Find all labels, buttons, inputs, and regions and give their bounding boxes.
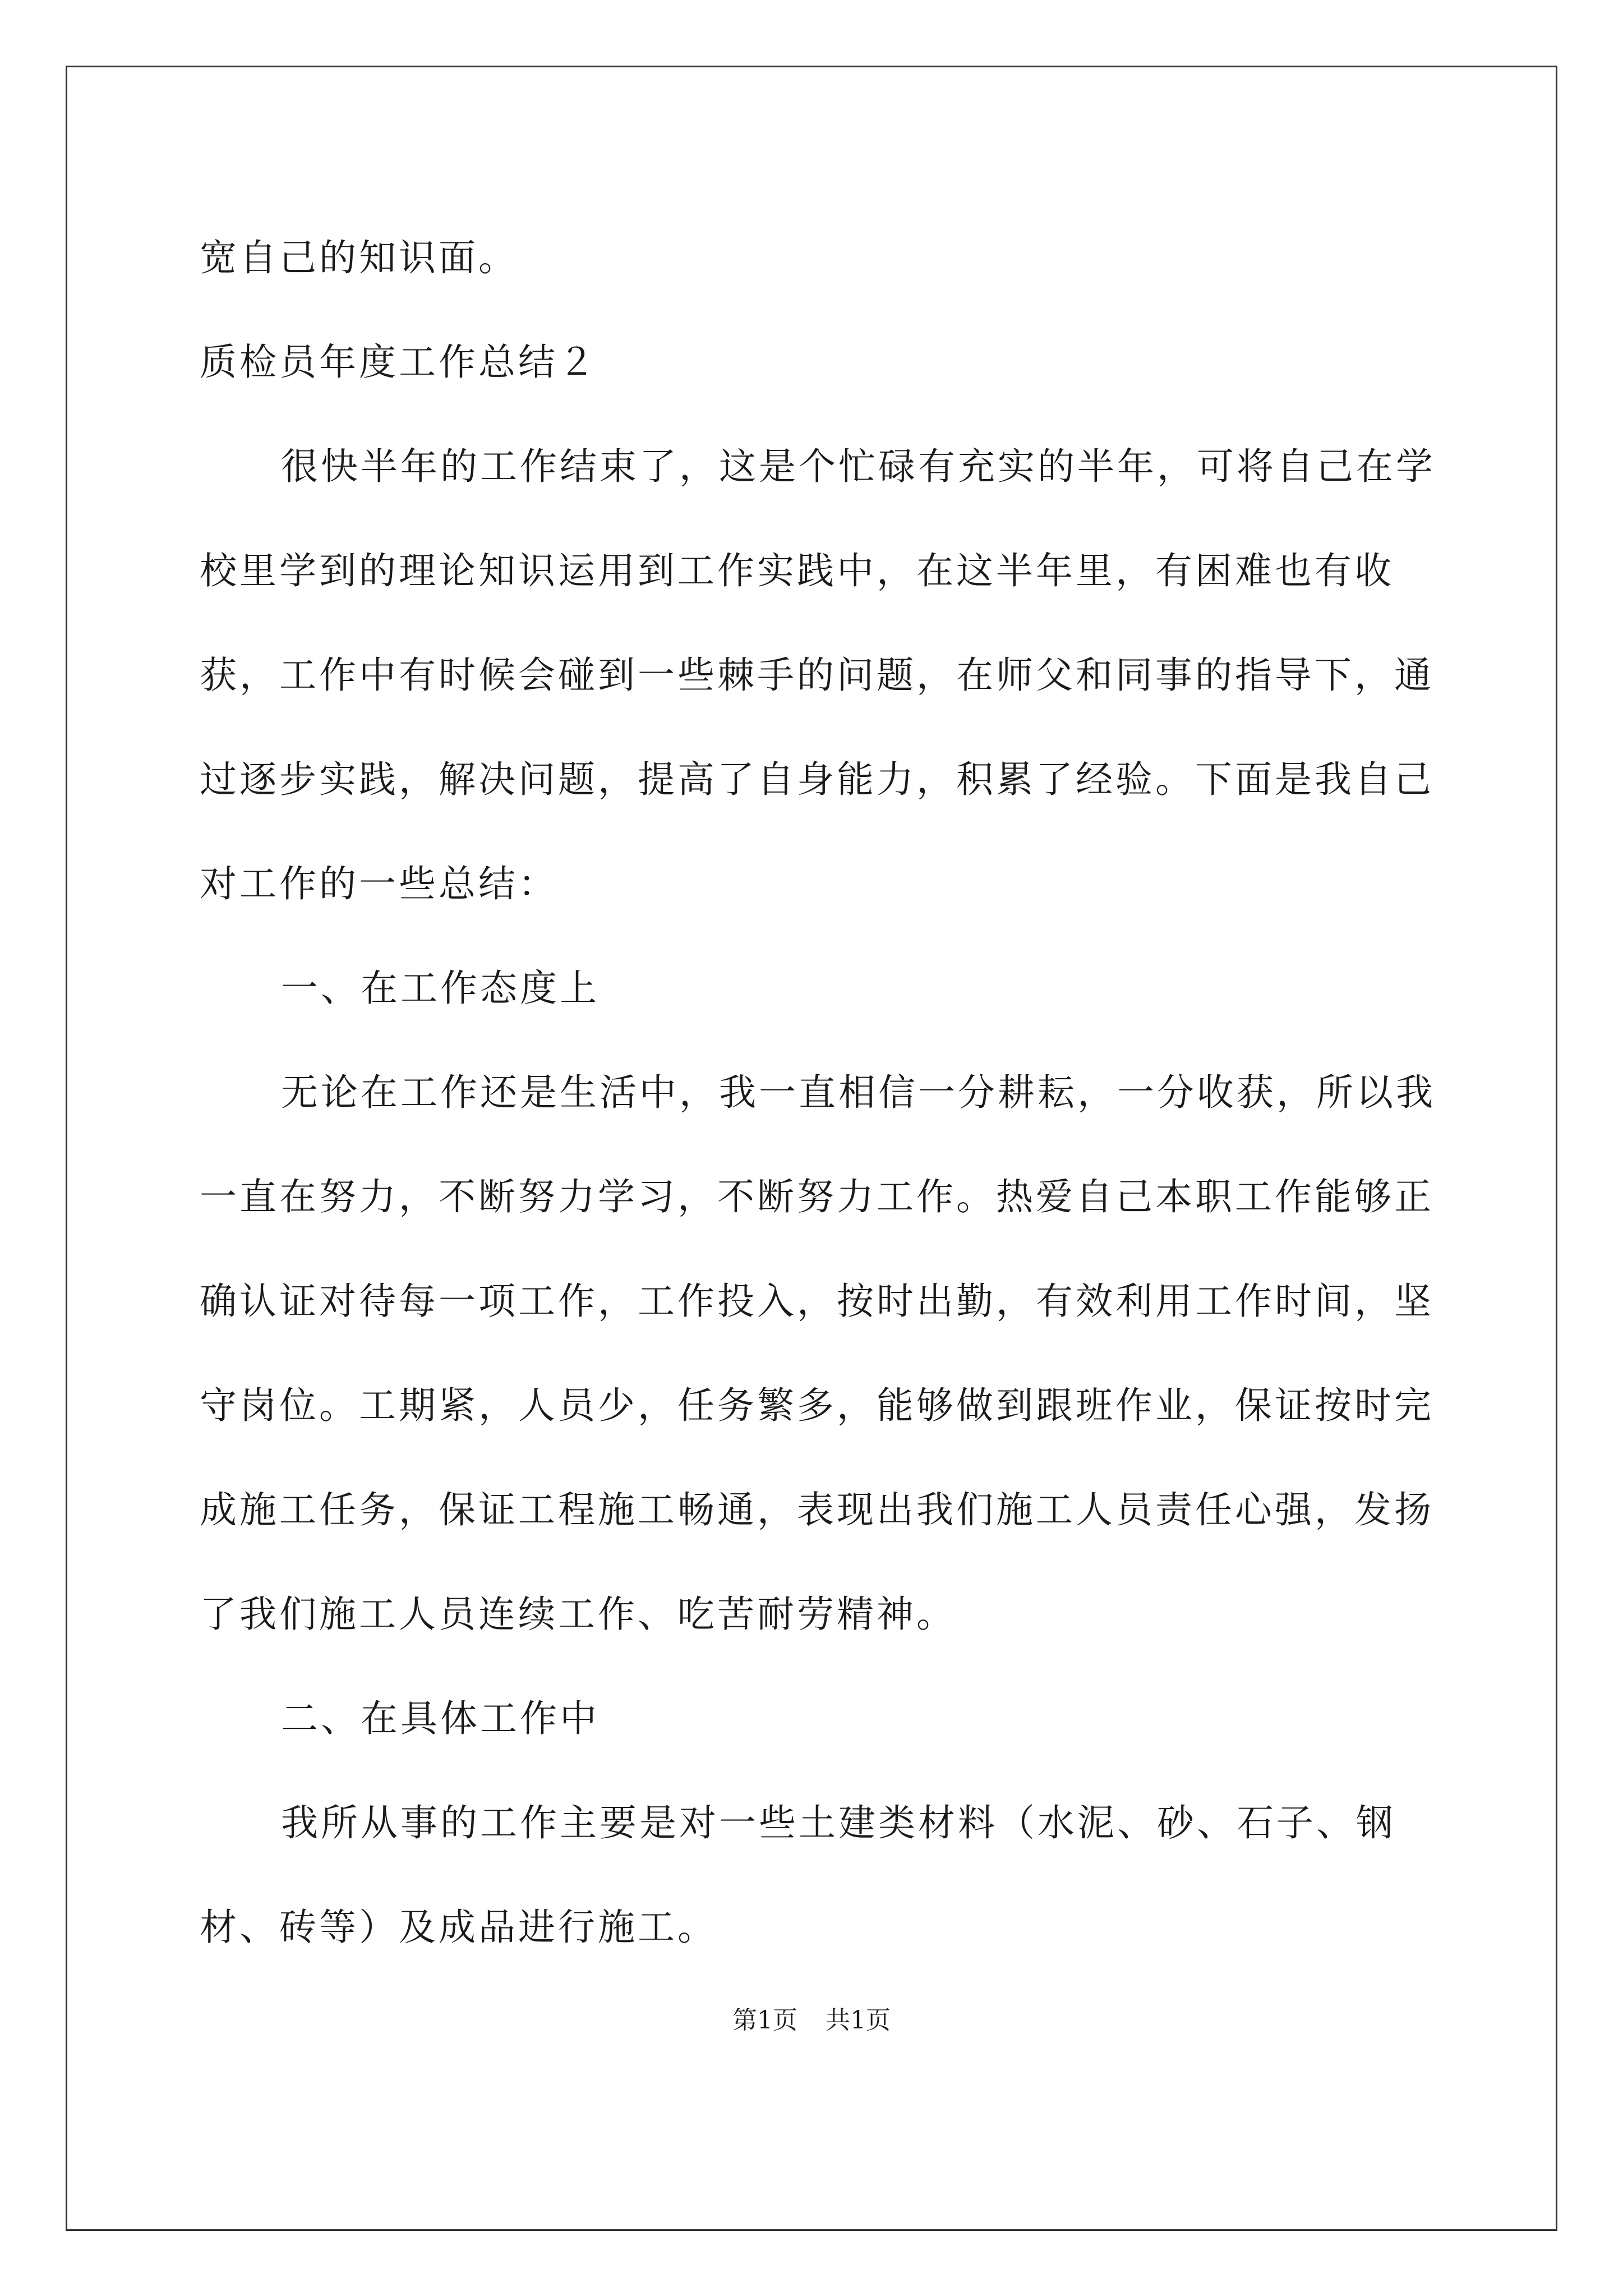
page-number: 第1页: [732, 2006, 797, 2035]
document-body: [200, 206, 1436, 1980]
paragraph-intro: 很快半年的工作结束了，这是个忙碌有充实的半年，可将自己在学校里学到的理论知识运用到工作实践中，在这半年里，有困难也有收获，工作中有时候会碰到一些棘手的问题，在师父和同事的指导下，通过逐步实践，解决问题，提高了自身能力，积累了经验。下面是我自己对工作的一些总结：: [200, 445, 1436, 905]
page-footer: [0, 2000, 1623, 2036]
heading-specific-work: 二、在具体工作中: [281, 1697, 600, 1740]
heading-work-attitude: 一、在工作态度上: [281, 967, 600, 1010]
paragraph-specific-work: 我所从事的工作主要是对一些土建类材料（水泥、砂、石子、钢材、砖等）及成品进行施工。: [200, 1801, 1396, 1949]
section-title: 质检员年度工作总结２: [200, 341, 598, 384]
page-total: 共1页: [826, 2006, 891, 2035]
paragraph-continuation: 宽自己的知识面。: [200, 236, 518, 279]
paragraph-work-attitude: 无论在工作还是生活中，我一直相信一分耕耘，一分收获，所以我一直在努力，不断努力学习，不断努力工作。热爱自己本职工作能够正确认证对待每一项工作，工作投入，按时出勤，有效利用工作时间，坚守岗位。工期紧，人员少，任务繁多，能够做到跟班作业，保证按时完成施工任务，保证工程施工畅通，表现出我们施工人员责任心强，发扬了我们施工人员连续工作、吃苦耐劳精神。: [200, 1071, 1436, 1636]
